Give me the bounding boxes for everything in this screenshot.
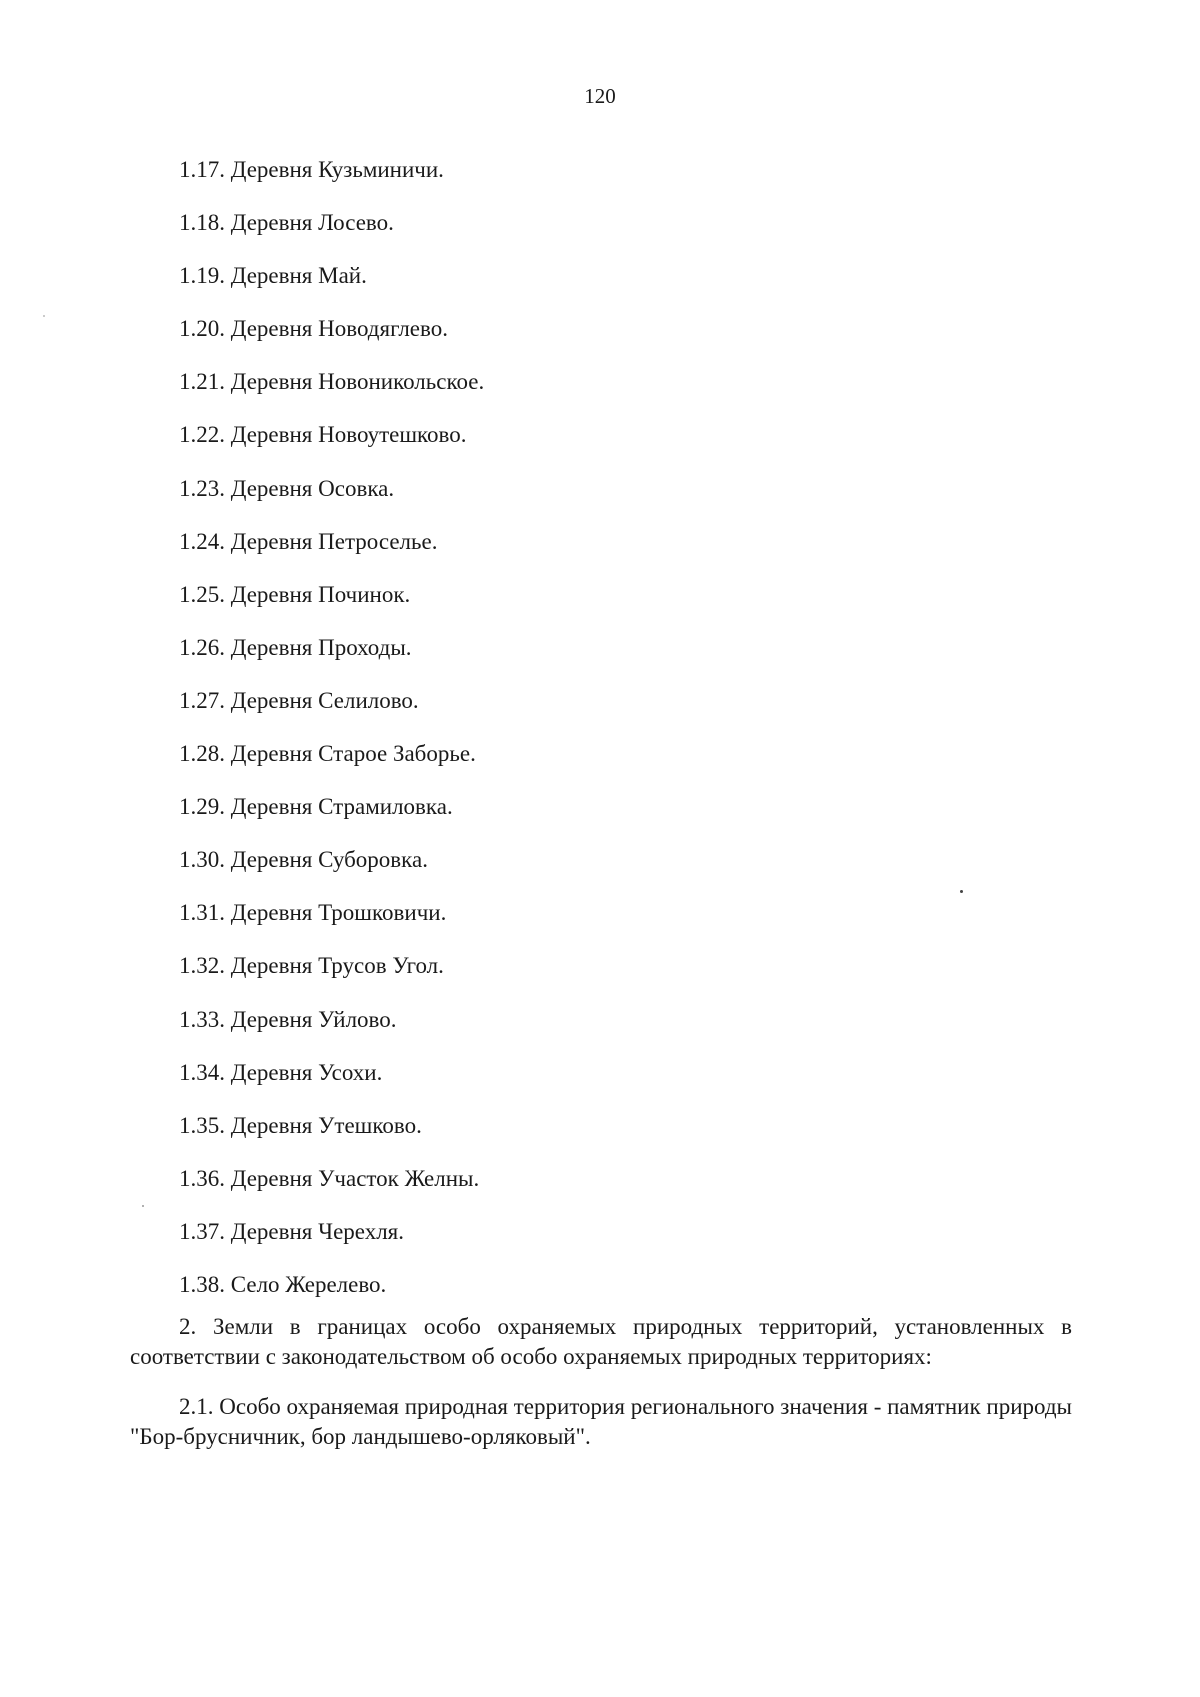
list-item: 1.18. Деревня Лосево. [179, 210, 394, 236]
list-item: 1.28. Деревня Старое Заборье. [179, 741, 476, 767]
list-item: 1.37. Деревня Черехля. [179, 1218, 405, 1244]
list-item: 1.30. Деревня Суборовка. [179, 847, 428, 873]
list-item: 1.33. Деревня Уйлово. [179, 1006, 397, 1032]
list-item: 1.36. Деревня Участок Желны. [179, 1165, 480, 1191]
list-item: 1.21. Деревня Новоникольское. [179, 369, 485, 395]
scan-speck [43, 315, 45, 317]
list-item: 1.25. Деревня Починок. [179, 581, 411, 607]
settlement-list [179, 155, 484, 1323]
paragraph-2-1: 2.1. Особо охраняемая природная территория регионального значения - памятник природы "Бор-брусничник, бор ландышево-орляковый". [130, 1394, 1072, 1449]
scan-speck [142, 1205, 144, 1207]
list-item: 1.19. Деревня Май. [179, 263, 367, 289]
list-item: 1.32. Деревня Трусов Угол. [179, 953, 444, 979]
scan-speck [960, 890, 963, 893]
list-item: 1.34. Деревня Усохи. [179, 1059, 383, 1085]
list-item: 1.17. Деревня Кузьминичи. [179, 157, 444, 182]
page-number: 120 [584, 84, 616, 108]
list-item: 1.35. Деревня Утешково. [179, 1112, 422, 1138]
list-item: 1.20. Деревня Новодяглево. [179, 316, 448, 342]
list-item: 1.22. Деревня Новоутешково. [179, 422, 467, 448]
list-item: 1.38. Село Жерелево. [179, 1271, 387, 1297]
list-item: 1.27. Деревня Селилово. [179, 687, 419, 713]
paragraph-2: 2. Земли в границах особо охраняемых природных территорий, установленных в соответствии с законодательством об особо охраняемых природных территориях: [130, 1314, 1072, 1369]
list-item: 1.29. Деревня Страмиловка. [179, 794, 453, 820]
list-item: 1.26. Деревня Проходы. [179, 634, 412, 660]
list-item: 1.31. Деревня Трошковичи. [179, 900, 447, 926]
list-item: 1.24. Деревня Петроселье. [179, 528, 438, 554]
list-item: 1.23. Деревня Осовка. [179, 475, 395, 501]
